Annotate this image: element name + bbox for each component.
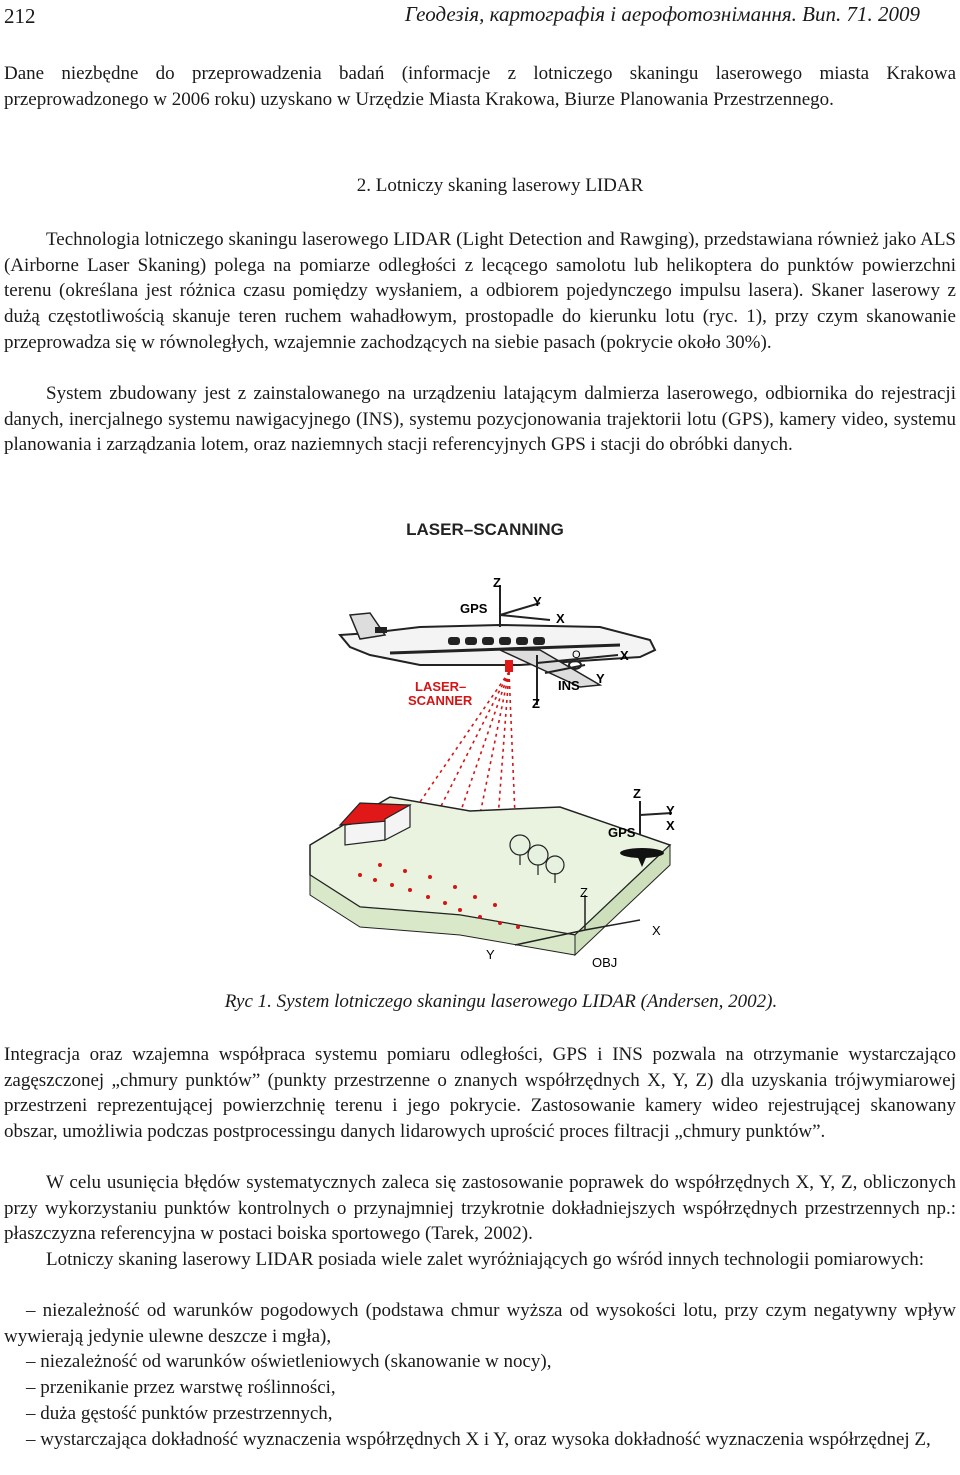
paragraph-advantages: Lotniczy skaning laserowy LIDAR posiada wiele zalet wyróżniających go wśród innych technologii pomiarowych: — [46, 1249, 924, 1270]
label-y-top: Y — [533, 594, 542, 609]
label-gps-ground: GPS — [608, 825, 636, 840]
laser-scanner-icon — [505, 660, 513, 672]
list-item: – przenikanie przez warstwę roślinności, — [26, 1377, 336, 1399]
label-z-obj: Z — [580, 885, 588, 900]
label-x-ground: X — [666, 818, 675, 833]
paragraph-integration: Integracja oraz wzajemna współpraca systemu pomiaru odległości, GPS i INS pozwala na otrzymanie wystarczająco zagęszczonej „chmury punktów” (punkty przestrzenne o znanych współrzędnych X, Y, Z) dla uzyskania trójwymiarowej przestrzeni reprezentującej powierzchnię terenu i jego pokrycie. Zastosowanie kamery wideo rejestrującej skanowany obszar, umożliwia podczas postprocessingu danych lidarowych uprościć proces filtracji „chmury punktów”. — [4, 1044, 956, 1143]
paragraph-corrections: W celu usunięcia błędów systematycznych zaleca się zastosowanie poprawek do współrzędnych X, Y, Z, obliczonych przy wykorzystaniu punktów kontrolnych o przynajmniej trzykrotnie dokładniejszych współrzędnych przestrzennych np.: płaszczyzna referencyjna w postaci boiska sportowego (Tarek, 2002). — [4, 1172, 956, 1245]
label-x-ins: X — [620, 648, 629, 663]
label-y-ground: Y — [666, 803, 675, 818]
paragraph-system: System zbudowany jest z zainstalowanego na urządzeniu latającym dalmierza laserowego, odbiornika do rejestracji danych, inercjalnego systemu nawigacyjnego (INS), systemu pozycjonowania trajektorii lotu (GPS), kamery video, systemu planowania i zarządzania lotem, oraz naziemnych stacji referencyjnych GPS i stacji do obróbki danych. — [4, 383, 956, 456]
label-y-obj: Y — [486, 947, 495, 962]
lidar-diagram — [300, 515, 680, 975]
list-item: – niezależność od warunków oświetleniowych (skanowanie w nocy), — [26, 1351, 552, 1373]
journal-title: Геодезія, картографія і аерофотознімання. Вип. 71. 2009 — [404, 2, 920, 26]
label-x-top: X — [556, 611, 565, 626]
gps-axes-top — [500, 585, 550, 627]
section-title: 2. Lotniczy skaning laserowy LIDAR — [356, 175, 644, 196]
page-header — [0, 0, 960, 40]
lidar-figure — [300, 515, 680, 975]
list-item: – niezależność od warunków pogodowych (podstawa chmur wyższa od wysokości lotu, przy czym negatywny wpływ wywierają jedynie ulewne deszcze i mgła), — [4, 1300, 956, 1347]
figure-title: LASER–SCANNING — [406, 520, 564, 539]
label-scanner: SCANNER — [408, 693, 473, 708]
airplane-icon — [340, 613, 655, 687]
list-item: – wystarczająca dokładność wyznaczenia współrzędnych X i Y, oraz wysoka dokładność wyznaczenia współrzędnej Z, — [26, 1428, 931, 1450]
intro-paragraph: Dane niezbędne do przeprowadzenia badań (informacje z lotniczego skaningu laserowego miasta Krakowa przeprowadzonego w 2006 roku) uzyskano w Urzędzie Miasta Krakowa, Biurze Planowania Przestrzennego. — [4, 63, 956, 110]
label-x-obj: X — [652, 923, 661, 938]
label-z-top: Z — [493, 575, 501, 590]
label-z-ground: Z — [633, 786, 641, 801]
advantages-list — [4, 1298, 956, 1452]
label-laser: LASER– — [415, 679, 467, 694]
figure-caption: Ryc 1. System lotniczego skaningu laserowego LIDAR (Andersen, 2002). — [224, 991, 778, 1012]
label-z-ins: Z — [532, 696, 540, 711]
label-ins: INS — [558, 678, 580, 693]
label-y-ins: Y — [596, 671, 605, 686]
paragraph-technology: Technologia lotniczego skaningu laserowego LIDAR (Light Detection and Rawging), przedstawiana również jako ALS (Airborne Laser Skaning) polega na pomiarze odległości z lecącego samolotu lub helikoptera do punktów powierzchni terenu (określana jest różnica czasu pomiędzy wysłaniem, a odbiorem pojedynczego impulsu lasera). Skaner laserowy z dużą częstotliwością skanuje teren ruchem wahadłowym, prostopadle do kierunku lotu (ryc. 1), przy czym skanowanie przeprowadza się w równoległych, wzajemnie zachodzących na siebie pasach (pokrycie około 30%). — [4, 229, 956, 353]
label-gps-top: GPS — [460, 601, 488, 616]
list-item: – duża gęstość punktów przestrzennych, — [26, 1402, 333, 1424]
page-number: 212 — [4, 4, 36, 28]
label-obj: OBJ — [592, 955, 618, 970]
label-o: O — [572, 649, 581, 661]
